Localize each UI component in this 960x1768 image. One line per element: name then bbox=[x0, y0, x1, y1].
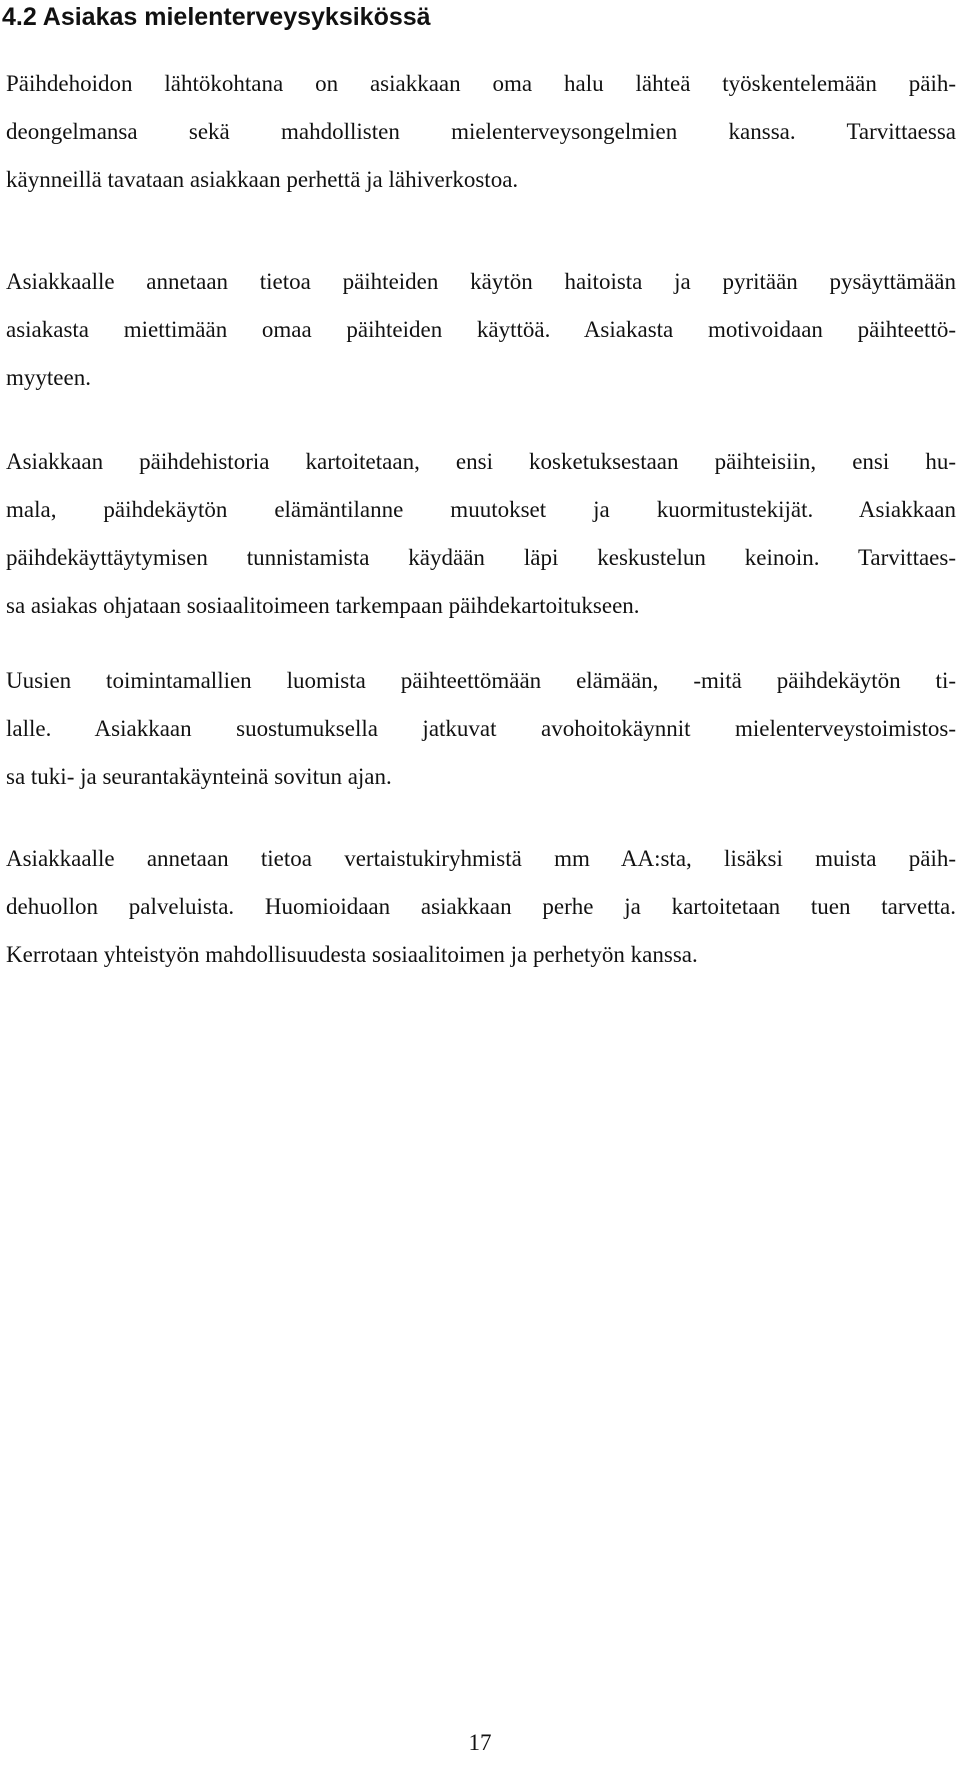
text-line: sa asiakas ohjataan sosiaalitoimeen tarkempaan päihdekartoitukseen. bbox=[6, 593, 640, 618]
paragraph-4 bbox=[6, 657, 956, 801]
text-line: mala, päihdekäytön elämäntilanne muutokset ja kuormitustekijät. Asiakkaan bbox=[6, 497, 956, 522]
text-line: Kerrotaan yhteistyön mahdollisuudesta sosiaalitoimen ja perhetyön kanssa. bbox=[6, 942, 698, 967]
paragraph-3 bbox=[6, 438, 956, 630]
text-line: asiakasta miettimään omaa päihteiden käyttöä. Asiakasta motivoidaan päihteettö- bbox=[6, 317, 956, 342]
text-line: Päihdehoidon lähtökohtana on asiakkaan oma halu lähteä työskentelemään päih- bbox=[6, 71, 956, 96]
text-line: Uusien toimintamallien luomista päihteettömään elämään, -mitä päihdekäytön ti- bbox=[6, 668, 956, 693]
text-line: Asiakkaalle annetaan tietoa vertaistukiryhmistä mm AA:sta, lisäksi muista päih- bbox=[6, 846, 956, 871]
text-line: sa tuki- ja seurantakäynteinä sovitun ajan. bbox=[6, 764, 392, 789]
text-line: Asiakkaalle annetaan tietoa päihteiden käytön haitoista ja pyritään pysäyttämään bbox=[6, 269, 956, 294]
section-heading: 4.2 Asiakas mielenterveysyksikössä bbox=[2, 3, 431, 31]
text-line: päihdekäyttäytymisen tunnistamista käydään läpi keskustelun keinoin. Tarvittaes- bbox=[6, 545, 956, 570]
paragraph-2 bbox=[6, 258, 956, 402]
text-line: käynneillä tavataan asiakkaan perhettä ja lähiverkostoa. bbox=[6, 167, 519, 192]
text-line: myyteen. bbox=[6, 365, 91, 390]
paragraph-1 bbox=[6, 60, 956, 204]
text-line: lalle. Asiakkaan suostumuksella jatkuvat avohoitokäynnit mielenterveystoimistos- bbox=[6, 716, 956, 741]
text-line: Asiakkaan päihdehistoria kartoitetaan, ensi kosketuksestaan päihteisiin, ensi hu- bbox=[6, 449, 956, 474]
page-number: 17 bbox=[468, 1730, 492, 1755]
paragraph-5 bbox=[6, 835, 956, 979]
text-line: dehuollon palveluista. Huomioidaan asiakkaan perhe ja kartoitetaan tuen tarvetta. bbox=[6, 894, 956, 919]
text-line: deongelmansa sekä mahdollisten mielenterveysongelmien kanssa. Tarvittaessa bbox=[6, 119, 956, 144]
